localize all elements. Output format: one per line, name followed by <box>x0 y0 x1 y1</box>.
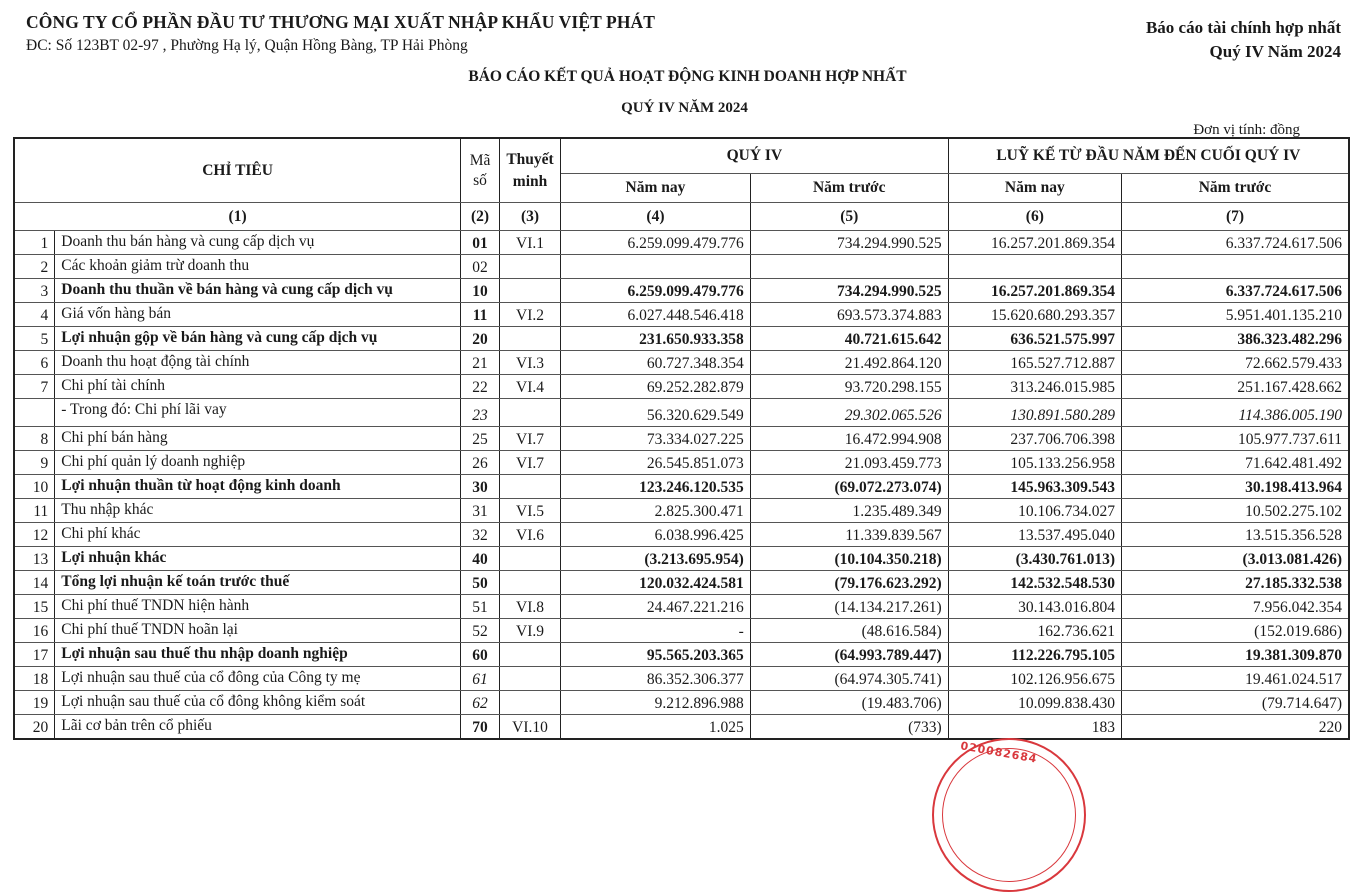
quarter-last-year-value: 734.294.990.525 <box>750 231 948 255</box>
header-code-line1: Mã <box>469 151 491 169</box>
indicator-code: 40 <box>461 547 500 571</box>
header-quarter-group: QUÝ IV <box>561 138 949 174</box>
indicator-code: 22 <box>461 375 500 399</box>
table-row <box>14 351 1349 375</box>
indicator-name: Doanh thu bán hàng và cung cấp dịch vụ <box>55 231 461 255</box>
ytd-last-year-value: 10.502.275.102 <box>1122 499 1349 523</box>
note-ref <box>499 547 560 571</box>
note-ref <box>499 643 560 667</box>
quarter-this-year-value: 231.650.933.358 <box>561 327 751 351</box>
quarter-last-year-value: 16.472.994.908 <box>750 427 948 451</box>
indicator-name: Tổng lợi nhuận kế toán trước thuế <box>55 571 461 595</box>
row-number: 18 <box>14 667 55 691</box>
ytd-this-year-value: 13.537.495.040 <box>948 523 1121 547</box>
ytd-last-year-value: 30.198.413.964 <box>1122 475 1349 499</box>
row-number: 5 <box>14 327 55 351</box>
col-number-6: (6) <box>948 203 1121 231</box>
report-type-line1: Báo cáo tài chính hợp nhất <box>1145 18 1341 37</box>
indicator-code: 50 <box>461 571 500 595</box>
indicator-name: Lợi nhuận thuần từ hoạt động kinh doanh <box>55 475 461 499</box>
header-code-line2: số <box>473 171 487 189</box>
table-row <box>14 327 1349 351</box>
indicator-code: 21 <box>461 351 500 375</box>
row-number: 7 <box>14 375 55 399</box>
indicator-code: 60 <box>461 643 500 667</box>
quarter-this-year-value: 56.320.629.549 <box>561 399 751 427</box>
ytd-this-year-value: 636.521.575.997 <box>948 327 1121 351</box>
ytd-this-year-value <box>948 255 1121 279</box>
indicator-code: 32 <box>461 523 500 547</box>
ytd-this-year-value: 105.133.256.958 <box>948 451 1121 475</box>
indicator-name: Lãi cơ bản trên cổ phiếu <box>55 715 461 740</box>
ytd-last-year-value: 27.185.332.538 <box>1122 571 1349 595</box>
table-row <box>14 715 1349 740</box>
header-quarter-this-year: Năm nay <box>561 174 751 203</box>
table-row <box>14 643 1349 667</box>
ytd-last-year-value: 386.323.482.296 <box>1122 327 1349 351</box>
row-number: 13 <box>14 547 55 571</box>
ytd-this-year-value: 10.106.734.027 <box>948 499 1121 523</box>
header-ytd-this-year: Năm nay <box>948 174 1121 203</box>
report-type-line2: Quý IV Năm 2024 <box>1209 42 1341 61</box>
col-number-2: (2) <box>461 203 500 231</box>
header-note-line2: minh <box>512 172 548 190</box>
table-row <box>14 427 1349 451</box>
table-row <box>14 571 1349 595</box>
currency-unit: Đơn vị tính: đồng <box>1193 122 1300 138</box>
quarter-this-year-value <box>561 255 751 279</box>
ytd-last-year-value: 13.515.356.528 <box>1122 523 1349 547</box>
quarter-last-year-value: (10.104.350.218) <box>750 547 948 571</box>
quarter-this-year-value: 26.545.851.073 <box>561 451 751 475</box>
indicator-code: 10 <box>461 279 500 303</box>
indicator-code: 30 <box>461 475 500 499</box>
ytd-last-year-value: 6.337.724.617.506 <box>1122 231 1349 255</box>
ytd-last-year-value: 19.381.309.870 <box>1122 643 1349 667</box>
indicator-code: 70 <box>461 715 500 740</box>
quarter-this-year-value: 6.027.448.546.418 <box>561 303 751 327</box>
indicator-code: 02 <box>461 255 500 279</box>
quarter-last-year-value: (733) <box>750 715 948 740</box>
ytd-last-year-value: 220 <box>1122 715 1349 740</box>
ytd-this-year-value: 313.246.015.985 <box>948 375 1121 399</box>
quarter-last-year-value: 21.492.864.120 <box>750 351 948 375</box>
company-stamp <box>932 738 1086 892</box>
quarter-this-year-value: 6.038.996.425 <box>561 523 751 547</box>
quarter-this-year-value: (3.213.695.954) <box>561 547 751 571</box>
table-row <box>14 595 1349 619</box>
header-ytd-last-year: Năm trước <box>1122 174 1349 203</box>
row-number: 4 <box>14 303 55 327</box>
ytd-last-year-value: (152.019.686) <box>1122 619 1349 643</box>
quarter-this-year-value: 123.246.120.535 <box>561 475 751 499</box>
quarter-this-year-value: 120.032.424.581 <box>561 571 751 595</box>
table-row <box>14 231 1349 255</box>
row-number: 16 <box>14 619 55 643</box>
header-quarter-last-year: Năm trước <box>750 174 948 203</box>
table-row <box>14 475 1349 499</box>
table-row <box>14 547 1349 571</box>
row-number: 12 <box>14 523 55 547</box>
ytd-this-year-value: 142.532.548.530 <box>948 571 1121 595</box>
table-body <box>14 231 1349 740</box>
indicator-name: Lợi nhuận sau thuế thu nhập doanh nghiệp <box>55 643 461 667</box>
indicator-name: Chi phí thuế TNDN hoãn lại <box>55 619 461 643</box>
ytd-last-year-value: (79.714.647) <box>1122 691 1349 715</box>
note-ref: VI.10 <box>499 715 560 740</box>
indicator-name: Chi phí khác <box>55 523 461 547</box>
quarter-this-year-value: 69.252.282.879 <box>561 375 751 399</box>
ytd-last-year-value: 72.662.579.433 <box>1122 351 1349 375</box>
quarter-this-year-value: - <box>561 619 751 643</box>
quarter-this-year-value: 2.825.300.471 <box>561 499 751 523</box>
indicator-code: 23 <box>461 399 500 427</box>
row-number: 14 <box>14 571 55 595</box>
note-ref: VI.4 <box>499 375 560 399</box>
table-row <box>14 691 1349 715</box>
report-title <box>0 68 1369 86</box>
quarter-this-year-value: 1.025 <box>561 715 751 740</box>
quarter-last-year-value: (79.176.623.292) <box>750 571 948 595</box>
col-number-3: (3) <box>499 203 560 231</box>
indicator-code: 01 <box>461 231 500 255</box>
quarter-last-year-value: 693.573.374.883 <box>750 303 948 327</box>
indicator-name: Thu nhập khác <box>55 499 461 523</box>
header-note-line1: Thuyết <box>506 150 554 168</box>
indicator-name: Chi phí bán hàng <box>55 427 461 451</box>
col-number-4: (4) <box>561 203 751 231</box>
indicator-name: Các khoản giảm trừ doanh thu <box>55 255 461 279</box>
ytd-last-year-value: 114.386.005.190 <box>1122 399 1349 427</box>
table-row <box>14 667 1349 691</box>
ytd-last-year-value: (3.013.081.426) <box>1122 547 1349 571</box>
quarter-last-year-value: 1.235.489.349 <box>750 499 948 523</box>
row-number: 8 <box>14 427 55 451</box>
quarter-last-year-value: (48.616.584) <box>750 619 948 643</box>
row-number: 10 <box>14 475 55 499</box>
table-row <box>14 451 1349 475</box>
indicator-code: 11 <box>461 303 500 327</box>
note-ref <box>499 691 560 715</box>
indicator-name: Doanh thu hoạt động tài chính <box>55 351 461 375</box>
note-ref <box>499 279 560 303</box>
ytd-this-year-value: 15.620.680.293.357 <box>948 303 1121 327</box>
quarter-last-year-value <box>750 255 948 279</box>
note-ref: VI.9 <box>499 619 560 643</box>
indicator-code: 26 <box>461 451 500 475</box>
quarter-last-year-value: (64.993.789.447) <box>750 643 948 667</box>
note-ref: VI.1 <box>499 231 560 255</box>
quarter-last-year-value: 21.093.459.773 <box>750 451 948 475</box>
ytd-last-year-value <box>1122 255 1349 279</box>
note-ref: VI.7 <box>499 451 560 475</box>
col-number-1: (1) <box>14 203 461 231</box>
indicator-code: 62 <box>461 691 500 715</box>
header-code <box>461 138 500 203</box>
indicator-name: Lợi nhuận sau thuế của cổ đông của Công ty mẹ <box>55 667 461 691</box>
row-number: 19 <box>14 691 55 715</box>
note-ref: VI.3 <box>499 351 560 375</box>
ytd-this-year-value: 130.891.580.289 <box>948 399 1121 427</box>
table-row <box>14 399 1349 427</box>
table-row <box>14 255 1349 279</box>
header-note <box>499 138 560 203</box>
row-number: 9 <box>14 451 55 475</box>
row-number: 11 <box>14 499 55 523</box>
indicator-code: 20 <box>461 327 500 351</box>
ytd-last-year-value: 71.642.481.492 <box>1122 451 1349 475</box>
row-number: 2 <box>14 255 55 279</box>
header-indicator: CHỈ TIÊU <box>14 138 461 203</box>
ytd-this-year-value: 162.736.621 <box>948 619 1121 643</box>
indicator-code: 61 <box>461 667 500 691</box>
report-type <box>1146 16 1341 64</box>
ytd-this-year-value: 30.143.016.804 <box>948 595 1121 619</box>
note-ref <box>499 571 560 595</box>
ytd-this-year-value: 145.963.309.543 <box>948 475 1121 499</box>
col-number-5: (5) <box>750 203 948 231</box>
quarter-this-year-value: 6.259.099.479.776 <box>561 231 751 255</box>
stamp-inner-ring <box>942 748 1076 882</box>
ytd-this-year-value: 10.099.838.430 <box>948 691 1121 715</box>
indicator-code: 52 <box>461 619 500 643</box>
quarter-last-year-value: 40.721.615.642 <box>750 327 948 351</box>
header-ytd-group: LUỸ KẾ TỪ ĐẦU NĂM ĐẾN CUỐI QUÝ IV <box>948 138 1349 174</box>
quarter-this-year-value: 95.565.203.365 <box>561 643 751 667</box>
ytd-this-year-value: 237.706.706.398 <box>948 427 1121 451</box>
row-number: 3 <box>14 279 55 303</box>
indicator-name: Doanh thu thuần về bán hàng và cung cấp dịch vụ <box>55 279 461 303</box>
indicator-code: 51 <box>461 595 500 619</box>
table-row <box>14 523 1349 547</box>
indicator-code: 31 <box>461 499 500 523</box>
table-row <box>14 499 1349 523</box>
indicator-name: Chi phí thuế TNDN hiện hành <box>55 595 461 619</box>
row-number: 1 <box>14 231 55 255</box>
ytd-this-year-value: 16.257.201.869.354 <box>948 279 1121 303</box>
quarter-last-year-value: (14.134.217.261) <box>750 595 948 619</box>
ytd-this-year-value: 16.257.201.869.354 <box>948 231 1121 255</box>
note-ref: VI.2 <box>499 303 560 327</box>
quarter-last-year-value: 29.302.065.526 <box>750 399 948 427</box>
quarter-last-year-value: (64.974.305.741) <box>750 667 948 691</box>
indicator-code: 25 <box>461 427 500 451</box>
report-title-text: BÁO CÁO KẾT QUẢ HOẠT ĐỘNG KINH DOANH HỢP NHẤT <box>468 68 907 85</box>
indicator-name: Lợi nhuận gộp về bán hàng và cung cấp dịch vụ <box>55 327 461 351</box>
ytd-last-year-value: 5.951.401.135.210 <box>1122 303 1349 327</box>
income-statement-table <box>13 137 1350 740</box>
ytd-this-year-value: (3.430.761.013) <box>948 547 1121 571</box>
row-number: 17 <box>14 643 55 667</box>
note-ref <box>499 255 560 279</box>
table-row <box>14 303 1349 327</box>
quarter-this-year-value: 86.352.306.377 <box>561 667 751 691</box>
note-ref: VI.6 <box>499 523 560 547</box>
quarter-this-year-value: 24.467.221.216 <box>561 595 751 619</box>
ytd-last-year-value: 6.337.724.617.506 <box>1122 279 1349 303</box>
ytd-this-year-value: 112.226.795.105 <box>948 643 1121 667</box>
indicator-name: - Trong đó: Chi phí lãi vay <box>55 399 461 427</box>
ytd-last-year-value: 19.461.024.517 <box>1122 667 1349 691</box>
row-number: 20 <box>14 715 55 740</box>
note-ref <box>499 667 560 691</box>
quarter-last-year-value: (19.483.706) <box>750 691 948 715</box>
indicator-name: Giá vốn hàng bán <box>55 303 461 327</box>
row-number: 15 <box>14 595 55 619</box>
report-subtitle: QUÝ IV NĂM 2024 <box>621 100 748 116</box>
note-ref: VI.8 <box>499 595 560 619</box>
quarter-this-year-value: 73.334.027.225 <box>561 427 751 451</box>
ytd-last-year-value: 7.956.042.354 <box>1122 595 1349 619</box>
quarter-this-year-value: 9.212.896.988 <box>561 691 751 715</box>
note-ref <box>499 475 560 499</box>
table-row <box>14 619 1349 643</box>
quarter-this-year-value: 60.727.348.354 <box>561 351 751 375</box>
ytd-this-year-value: 183 <box>948 715 1121 740</box>
indicator-name: Lợi nhuận khác <box>55 547 461 571</box>
company-address: ĐC: Số 123BT 02-97 , Phường Hạ lý, Quận Hồng Bàng, TP Hải Phòng <box>26 37 468 54</box>
note-ref: VI.7 <box>499 427 560 451</box>
note-ref: VI.5 <box>499 499 560 523</box>
note-ref <box>499 399 560 427</box>
ytd-this-year-value: 102.126.956.675 <box>948 667 1121 691</box>
quarter-last-year-value: (69.072.273.074) <box>750 475 948 499</box>
ytd-this-year-value: 165.527.712.887 <box>948 351 1121 375</box>
note-ref <box>499 327 560 351</box>
quarter-last-year-value: 93.720.298.155 <box>750 375 948 399</box>
row-number <box>14 399 55 427</box>
quarter-last-year-value: 734.294.990.525 <box>750 279 948 303</box>
ytd-last-year-value: 251.167.428.662 <box>1122 375 1349 399</box>
indicator-name: Chi phí quản lý doanh nghiệp <box>55 451 461 475</box>
indicator-name: Lợi nhuận sau thuế của cổ đông không kiểm soát <box>55 691 461 715</box>
quarter-this-year-value: 6.259.099.479.776 <box>561 279 751 303</box>
ytd-last-year-value: 105.977.737.611 <box>1122 427 1349 451</box>
indicator-name: Chi phí tài chính <box>55 375 461 399</box>
col-number-7: (7) <box>1122 203 1349 231</box>
table-row <box>14 375 1349 399</box>
table-row <box>14 279 1349 303</box>
row-number: 6 <box>14 351 55 375</box>
company-name: CÔNG TY CỔ PHẦN ĐẦU TƯ THƯƠNG MẠI XUẤT NHẬP KHẨU VIỆT PHÁT <box>26 12 656 32</box>
stamp-text: 020082684 <box>959 739 1039 766</box>
quarter-last-year-value: 11.339.839.567 <box>750 523 948 547</box>
